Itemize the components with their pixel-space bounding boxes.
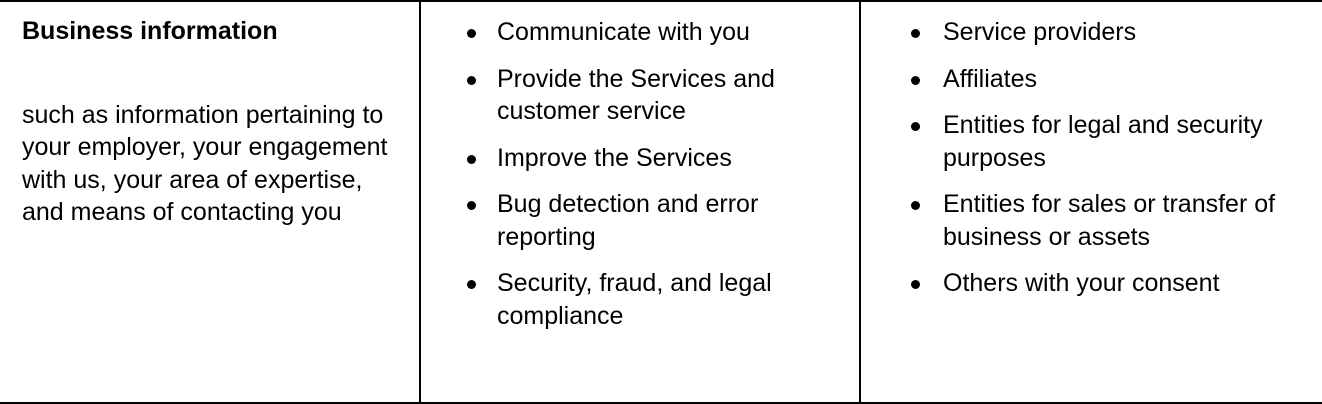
purposes-list <box>431 16 841 332</box>
bullet-icon <box>911 280 920 289</box>
recipients-list <box>871 16 1304 300</box>
category-cell <box>0 2 421 402</box>
list-item <box>431 188 841 253</box>
bullet-icon <box>911 122 920 131</box>
list-item-label: Provide the Services and customer service <box>497 64 775 125</box>
list-item <box>871 16 1304 49</box>
recipients-cell <box>861 2 1322 402</box>
list-item-label: Communicate with you <box>497 18 750 46</box>
category-description: such as information pertaining to your employer, your engagement with us, your area of expertise, and means of contacting you <box>22 100 388 226</box>
list-item <box>431 142 841 175</box>
list-item <box>431 267 841 332</box>
list-item-label: Security, fraud, and legal compliance <box>497 269 772 330</box>
list-item-label: Improve the Services <box>497 143 732 172</box>
bullet-icon <box>467 201 476 210</box>
list-item-label: Bug detection and error reporting <box>497 190 759 251</box>
bullet-icon <box>911 29 920 38</box>
list-item <box>871 267 1304 300</box>
list-item <box>431 16 841 49</box>
list-item-label: Affiliates <box>943 64 1038 93</box>
bullet-icon <box>467 280 476 289</box>
purposes-cell <box>421 2 861 402</box>
list-item-label: Service providers <box>943 18 1137 46</box>
list-item-label: Others with your consent <box>943 269 1220 297</box>
bullet-icon <box>467 76 476 85</box>
list-item <box>871 63 1304 96</box>
category-title: Business information <box>22 17 278 45</box>
list-item <box>871 109 1304 174</box>
list-item-label: Entities for legal and security purposes <box>943 111 1263 172</box>
bullet-icon <box>467 155 476 164</box>
list-item <box>431 63 841 128</box>
bullet-icon <box>911 201 920 210</box>
bullet-icon <box>467 29 476 38</box>
list-item-label: Entities for sales or transfer of business or assets <box>943 190 1276 251</box>
list-item <box>871 188 1304 253</box>
bullet-icon <box>911 76 920 85</box>
